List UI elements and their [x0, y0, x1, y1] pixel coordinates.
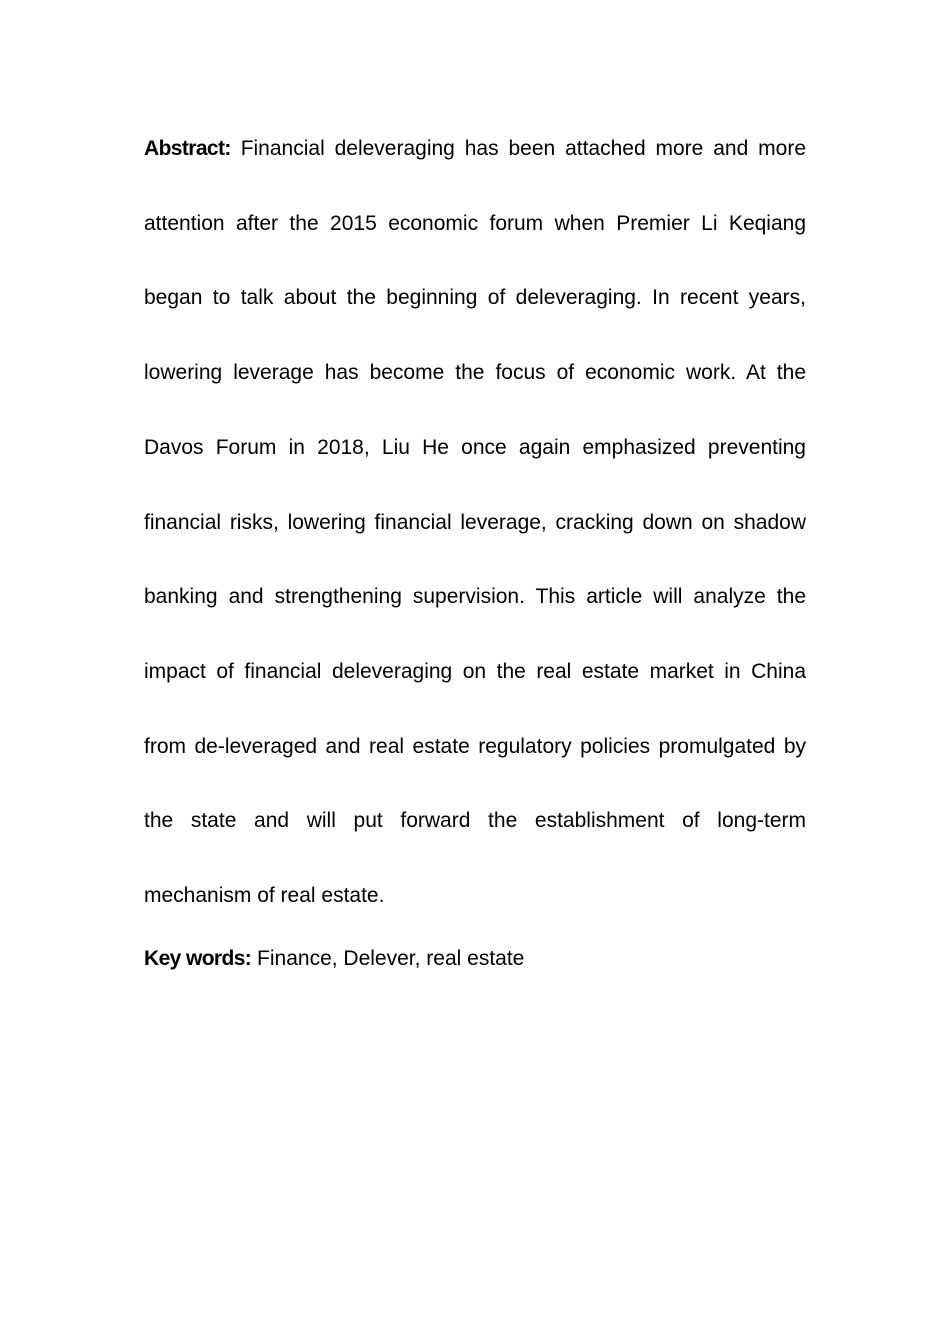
keywords-label: Key words: [144, 947, 252, 970]
keywords-paragraph [144, 942, 806, 976]
keywords-text: Finance, Delever, real estate [257, 947, 525, 970]
abstract-label: Abstract: [144, 137, 231, 160]
abstract-paragraph [144, 112, 806, 934]
abstract-text: Financial deleveraging has been attached more and more attention after the 2015 economic forum when Premier Li Keqiang began to talk about the beginning of deleveraging. In recent years, lowering leverage has become the focus of economic work. At the Davos Forum in 2018, Liu He once again emphasized preventing financial risks, lowering financial leverage, cracking down on shadow banking and strengthening supervision. This article will analyze the impact of financial deleveraging on the real estate market in China from de-leveraged and real estate regulatory policies promulgated by the state and will put forward the establishment of long-term mechanism of real estate. [144, 137, 806, 908]
